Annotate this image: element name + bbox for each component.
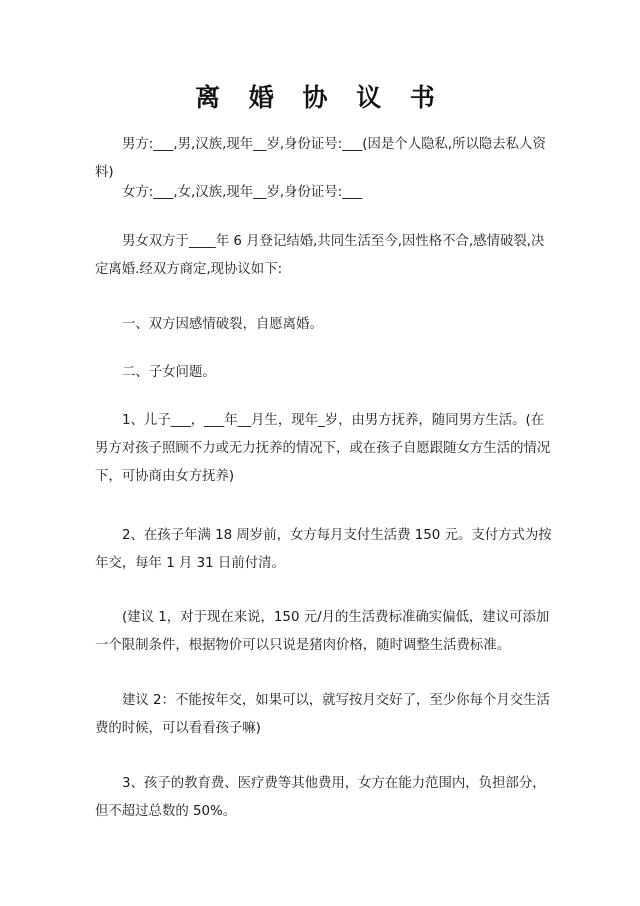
paragraph-clause-2-heading: 二、子女问题。 [122, 365, 216, 380]
paragraph-clause-1: 一、双方因感情破裂，自愿离婚。 [122, 317, 323, 332]
paragraph-child-support: 2、在孩子年满 18 周岁前，女方每月支付生活费 150 元。支付方式为按年交，每年 1 月 31 日前付清。 [95, 528, 552, 571]
paragraph-male-party: 男方:___,男,汉族,现年__岁,身份证号:___(因是个人隐私,所以隐去私人资料) [95, 137, 546, 180]
paragraph-suggestion-1: (建议 1，对于现在来说，150 元/月的生活费标准确实偏低，建议可添加一个限制条件，根据物价可以只说是猪肉价格，随时调整生活费标准。 [95, 610, 550, 653]
paragraph-education-medical-fees: 3、孩子的教育费、医疗费等其他费用，女方在能力范围内，负担部分，但不超过总数的 50%。 [95, 776, 546, 819]
document-title: 离 婚 协 议 书 [195, 83, 445, 112]
paragraph-female-party: 女方:___,女,汉族,现年__岁,身份证号:___ [122, 185, 363, 200]
paragraph-child-custody: 1、儿子___，___年__月生，现年_岁，由男方抚养，随同男方生活。(在男方对孩子照顾不力或无力抚养的情况下，或在孩子自愿跟随女方生活的情况下，可协商由女方抚养) [95, 413, 551, 484]
paragraph-marriage-background: 男女双方于____年 6 月登记结婚,共同生活至今,因性格不合,感情破裂,决定离婚.经双方商定,现协议如下: [95, 234, 545, 277]
paragraph-suggestion-2: 建议 2：不能按年交，如果可以，就写按月交好了，至少你每个月交生活费的时候，可以看看孩子嘛) [95, 693, 550, 736]
